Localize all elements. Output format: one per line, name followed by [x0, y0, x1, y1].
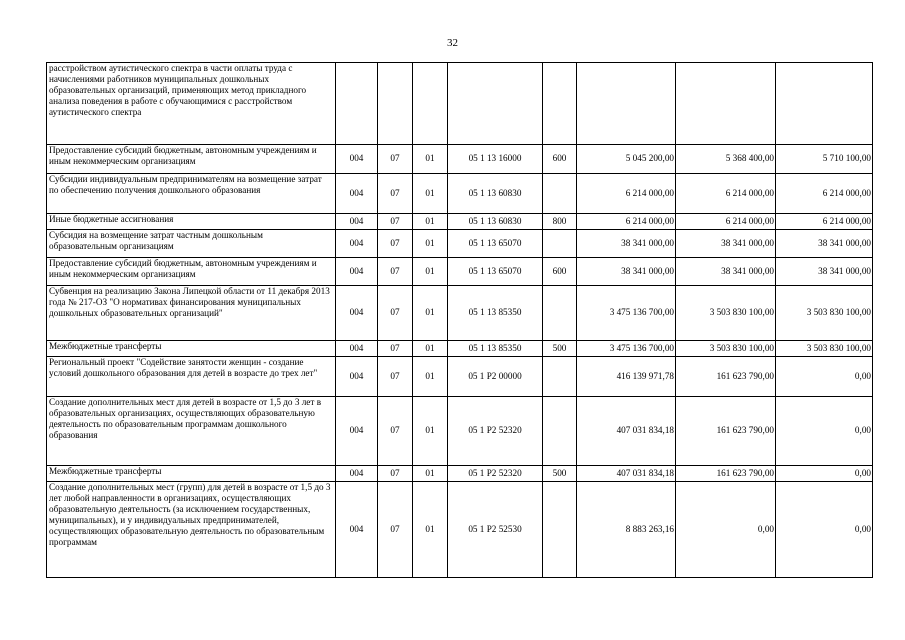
row-name-cell: Создание дополнительных мест (групп) для детей в возрасте от 1,5 до 3 лет любой направленности в организациях, осуществляющих образовательную деятельность (за исключением государственных, муниципальных), и у индивидуальных предпринимателей, осуществляющих образовательную деятельность по образовательным программам	[47, 482, 336, 578]
section-code-cell: 07	[378, 258, 413, 286]
dept-code-cell: 004	[336, 145, 378, 174]
target-article-cell: 05 1 P2 00000	[448, 357, 543, 397]
section-code-cell: 07	[378, 466, 413, 482]
expense-type-cell	[543, 63, 577, 145]
subsection-code-cell: 01	[413, 230, 448, 258]
target-article-cell: 05 1 13 85350	[448, 286, 543, 341]
expense-type-cell	[543, 286, 577, 341]
dept-code-cell: 004	[336, 174, 378, 214]
amount-year2-cell: 0,00	[676, 482, 776, 578]
table-row	[47, 230, 873, 258]
subsection-code-cell: 01	[413, 145, 448, 174]
dept-code-cell: 004	[336, 357, 378, 397]
expense-type-cell	[543, 397, 577, 466]
dept-code-cell: 004	[336, 230, 378, 258]
subsection-code-cell: 01	[413, 397, 448, 466]
section-code-cell: 07	[378, 357, 413, 397]
amount-year3-cell: 0,00	[776, 466, 873, 482]
target-article-cell: 05 1 13 60830	[448, 214, 543, 230]
amount-year2-cell: 38 341 000,00	[676, 258, 776, 286]
amount-year3-cell: 38 341 000,00	[776, 230, 873, 258]
section-code-cell	[378, 63, 413, 145]
section-code-cell: 07	[378, 286, 413, 341]
expense-type-cell: 600	[543, 145, 577, 174]
amount-year1-cell: 38 341 000,00	[577, 258, 676, 286]
section-code-cell: 07	[378, 397, 413, 466]
expense-type-cell: 600	[543, 258, 577, 286]
dept-code-cell	[336, 63, 378, 145]
target-article-cell: 05 1 13 85350	[448, 341, 543, 357]
target-article-cell: 05 1 13 65070	[448, 230, 543, 258]
dept-code-cell: 004	[336, 258, 378, 286]
amount-year2-cell: 161 623 790,00	[676, 397, 776, 466]
amount-year3-cell: 6 214 000,00	[776, 174, 873, 214]
amount-year1-cell: 416 139 971,78	[577, 357, 676, 397]
row-name-cell: расстройством аутистического спектра в части оплаты труда с начислениями работников муниципальных дошкольных образовательных организаций, применяющих метод прикладного анализа поведения в работе с обучающимися с расстройством аутистического спектра	[47, 63, 336, 145]
row-name-cell: Субвенция на реализацию Закона Липецкой области от 11 декабря 2013 года № 217-ОЗ "О нормативах финансирования муниципальных дошкольных образовательных организаций"	[47, 286, 336, 341]
subsection-code-cell: 01	[413, 286, 448, 341]
target-article-cell: 05 1 13 60830	[448, 174, 543, 214]
subsection-code-cell: 01	[413, 482, 448, 578]
amount-year2-cell: 161 623 790,00	[676, 357, 776, 397]
amount-year1-cell: 6 214 000,00	[577, 214, 676, 230]
target-article-cell: 05 1 P2 52530	[448, 482, 543, 578]
target-article-cell: 05 1 13 65070	[448, 258, 543, 286]
amount-year1-cell: 3 475 136 700,00	[577, 341, 676, 357]
table-row	[47, 466, 873, 482]
amount-year2-cell	[676, 63, 776, 145]
row-name-cell: Межбюджетные трансферты	[47, 341, 336, 357]
section-code-cell: 07	[378, 341, 413, 357]
amount-year3-cell: 0,00	[776, 357, 873, 397]
budget-table	[46, 62, 873, 578]
section-code-cell: 07	[378, 230, 413, 258]
amount-year2-cell: 5 368 400,00	[676, 145, 776, 174]
table-row	[47, 357, 873, 397]
target-article-cell: 05 1 13 16000	[448, 145, 543, 174]
dept-code-cell: 004	[336, 466, 378, 482]
section-code-cell: 07	[378, 174, 413, 214]
row-name-cell: Предоставление субсидий бюджетным, автономным учреждениям и иным некоммерческим организациям	[47, 145, 336, 174]
section-code-cell: 07	[378, 482, 413, 578]
row-name-cell: Субсидии индивидуальным предпринимателям на возмещение затрат по обеспечению получения дошкольного образования	[47, 174, 336, 214]
subsection-code-cell: 01	[413, 341, 448, 357]
amount-year2-cell: 6 214 000,00	[676, 174, 776, 214]
row-name-cell: Региональный проект "Содействие занятости женщин - создание условий дошкольного образования для детей в возрасте до трех лет"	[47, 357, 336, 397]
table-row	[47, 174, 873, 214]
expense-type-cell	[543, 230, 577, 258]
subsection-code-cell: 01	[413, 174, 448, 214]
amount-year3-cell: 6 214 000,00	[776, 214, 873, 230]
row-name-cell: Иные бюджетные ассигнования	[47, 214, 336, 230]
amount-year3-cell	[776, 63, 873, 145]
expense-type-cell: 800	[543, 214, 577, 230]
amount-year3-cell: 0,00	[776, 397, 873, 466]
table-row	[47, 482, 873, 578]
expense-type-cell: 500	[543, 341, 577, 357]
table-row	[47, 341, 873, 357]
row-name-cell: Предоставление субсидий бюджетным, автономным учреждениям и иным некоммерческим организациям	[47, 258, 336, 286]
dept-code-cell: 004	[336, 214, 378, 230]
amount-year2-cell: 3 503 830 100,00	[676, 286, 776, 341]
table-row	[47, 286, 873, 341]
dept-code-cell: 004	[336, 482, 378, 578]
row-name-cell: Субсидия на возмещение затрат частным дошкольным образовательным организациям	[47, 230, 336, 258]
expense-type-cell	[543, 174, 577, 214]
dept-code-cell: 004	[336, 397, 378, 466]
row-name-cell: Создание дополнительных мест для детей в возрасте от 1,5 до 3 лет в образовательных организациях, осуществляющих образовательную деятельность по образовательным программам дошкольного образования	[47, 397, 336, 466]
amount-year1-cell: 407 031 834,18	[577, 397, 676, 466]
table-row	[47, 145, 873, 174]
subsection-code-cell: 01	[413, 214, 448, 230]
target-article-cell	[448, 63, 543, 145]
page-number: 32	[447, 37, 458, 49]
subsection-code-cell: 01	[413, 357, 448, 397]
expense-type-cell	[543, 482, 577, 578]
amount-year1-cell: 38 341 000,00	[577, 230, 676, 258]
table-row	[47, 63, 873, 145]
amount-year1-cell: 5 045 200,00	[577, 145, 676, 174]
amount-year2-cell: 6 214 000,00	[676, 214, 776, 230]
row-name-cell: Межбюджетные трансферты	[47, 466, 336, 482]
section-code-cell: 07	[378, 214, 413, 230]
subsection-code-cell: 01	[413, 466, 448, 482]
amount-year2-cell: 161 623 790,00	[676, 466, 776, 482]
amount-year3-cell: 3 503 830 100,00	[776, 286, 873, 341]
amount-year3-cell: 3 503 830 100,00	[776, 341, 873, 357]
expense-type-cell: 500	[543, 466, 577, 482]
section-code-cell: 07	[378, 145, 413, 174]
table-row	[47, 397, 873, 466]
amount-year1-cell: 8 883 263,16	[577, 482, 676, 578]
target-article-cell: 05 1 P2 52320	[448, 397, 543, 466]
table-row	[47, 214, 873, 230]
subsection-code-cell: 01	[413, 258, 448, 286]
expense-type-cell	[543, 357, 577, 397]
table-row	[47, 258, 873, 286]
amount-year1-cell: 3 475 136 700,00	[577, 286, 676, 341]
amount-year1-cell: 407 031 834,18	[577, 466, 676, 482]
dept-code-cell: 004	[336, 286, 378, 341]
subsection-code-cell	[413, 63, 448, 145]
amount-year2-cell: 38 341 000,00	[676, 230, 776, 258]
amount-year1-cell: 6 214 000,00	[577, 174, 676, 214]
amount-year2-cell: 3 503 830 100,00	[676, 341, 776, 357]
target-article-cell: 05 1 P2 52320	[448, 466, 543, 482]
amount-year3-cell: 0,00	[776, 482, 873, 578]
amount-year1-cell	[577, 63, 676, 145]
amount-year3-cell: 38 341 000,00	[776, 258, 873, 286]
amount-year3-cell: 5 710 100,00	[776, 145, 873, 174]
dept-code-cell: 004	[336, 341, 378, 357]
